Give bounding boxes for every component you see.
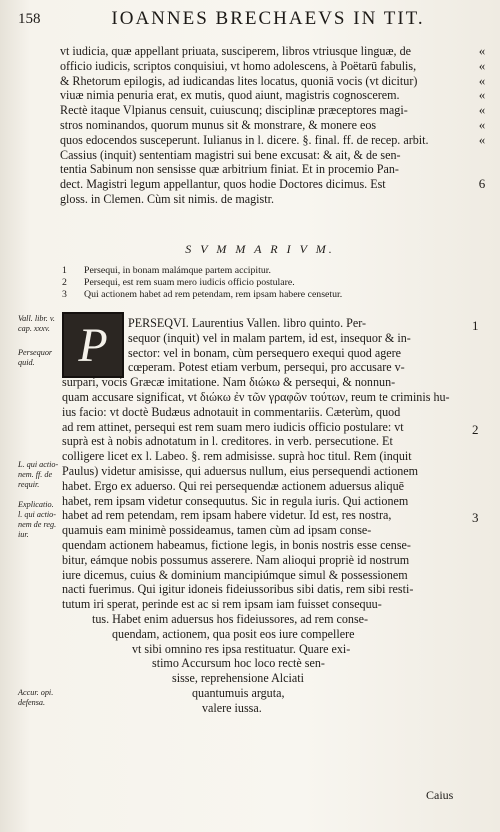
text-line: ius facio: vt doctè Budæus adnotauit in commentariis. Cæterùm, quod [62,404,401,419]
text-line: sisse, reprehensione Alciati [172,671,304,686]
page-header [18,8,478,34]
text-line: vt sibi omnino res ipsa restituatur. Quare exi- [132,641,351,656]
main-paragraph [62,316,458,716]
summary-list [62,265,442,300]
text-line: tus. Habet enim aduersus hos fideiussores, ad rem conse- [92,611,369,626]
opening-paragraph [60,44,458,207]
side-number: 6 [478,176,486,192]
text-line: cœperam. Potest etiam verbum, persequi, pro accusare v- [128,360,405,375]
text-line: habet. Ergo ex aduerso. Qui rei persequendæ actionem aduersus aliquē [62,478,404,493]
quote-mark: « [478,43,486,58]
text-line: valere iussa. [202,700,262,715]
quote-mark: « [478,102,486,118]
text-line: stimo Accursum hoc loco rectè sen- [152,656,325,671]
margin-note-vall: Vall. libr. v. cap. xxxv. [18,314,55,333]
summary-title: S V M M A R I V M. [185,242,335,256]
quote-mark: « [478,57,486,73]
text-line: Rectè itaque Vlpianus censuit, cuiuscunq; disciplinæ præceptores magi- [60,103,408,118]
text-line: viuæ nimia penuria erat, ex mutis, quod aiunt, magistris cognoscerem. [60,88,400,103]
side-number-3: 3 [472,510,479,525]
text-line: tentia Sabinum non sensisse quæ arbitrium finiat. Et in procemio Pan- [60,162,399,177]
text-line: surpari, vocis Græcæ imitatione. Nam διώκω & persequi, & nonnun- [62,375,396,390]
text-line: sector: vel in bonam, cùm persequero exequi quod agere [128,345,402,360]
quote-mark: « [478,87,486,103]
margin-note-accur: Accur. opi. defensa. [18,688,54,707]
text-line: officio iudicis, scriptos conquisiui, vt homo adolescens, à Poëtarū fabulis, [60,58,417,73]
text-line: Paulus) videtur amisisse, qui aduersus nullum, eius persequendi actionem [62,463,419,478]
text-line: PERSEQVI. Laurentius Vallen. libro quinto. Per- [128,316,367,330]
text-line: bitur, eámque nobis possumus asserere. Nam alioqui propriè id nostrum [62,552,410,567]
text-line: ad rem attinet, persequi est rem suam mero iudicis officio postulare: vt [62,419,404,434]
text-line: tutum iri sperat, perinde est ac si rem ipsam iam fuisset consequu- [62,597,382,612]
margin-note-lqui: L. qui actio- nem. ff. de requir. [18,460,59,489]
text-line: dect. Magistri legum appellantur, quos hodie Doctores dicimus. Est [60,177,386,192]
text-line: quendam actionem habeamus, fictione legis, in bonis nostris esse cense- [62,537,411,552]
summary-number: 2 [62,276,67,288]
text-line: quendam, actionem, qua posit eos iure compellere [112,626,355,641]
text-line: colligere licet ex l. Labeo. §. rem admisisse. suprà hoc titul. Rem (inquit [62,449,412,464]
quote-mark [470,162,494,177]
catchword: Caius [426,788,454,802]
summary-text: Persequi, in bonam malámque partem accipitur. [84,265,271,276]
summary-item [62,265,442,277]
margin-note-explicatio: Explicatio. l. qui actio- nem de reg. iur. [18,500,57,539]
quotation-marks-column [470,44,494,207]
text-line: suprà est à nobis adnotatum in l. creditores. in verb. persecutione. Et [62,434,393,449]
text-line: stros nominandos, quorum munus sit & monstrare, & monere eos [60,117,377,132]
text-line: & Rhetorum epilogis, ad iudicandas lites locatus, quoniā vocis (vt dicitur) [60,73,418,88]
text-line: quos edocendos susceperunt. Iulianus in l. dicere. §. final. ff. de recep. arbit. [60,132,429,147]
text-line: nacti fuerimus. Qui igitur idoneis fideiussoribus sibi datis, rem sibi resti- [62,582,414,597]
text-line: habet ad rem petendam, rem ipsam habere videtur. Id est, res nostra, [62,508,392,523]
summary-text: Qui actionem habet ad rem petendam, rem ipsam habere censetur. [84,288,343,300]
text-line: iure dicemus, cuius & dominium mancipiúmque simul & possessionem [62,567,408,582]
summary-number: 1 [62,265,67,276]
text-line: sequor (inquit) vel in malam partem, id est, insequor & in- [128,330,411,345]
text-line: quam accusare significat, vt διώκω ἐν τῶν γραφῶν τούτων, reum te criminis hu- [62,389,450,404]
text-line: Cassius (inquit) sententiam magistri sui bene excusat: & ait, & de sen- [60,147,401,162]
quote-mark [470,148,494,163]
quote-mark [470,192,494,207]
summary-text: Persequi, est rem suam mero iudicis officio postulare. [84,276,295,288]
text-line: vt iudicia, quæ appellant priuata, susciperem, libros vtriusque linguæ, de [60,44,411,58]
side-number-1: 1 [472,318,479,333]
text-line: quantumuis arguta, [192,685,285,700]
text-line: gloss. in Clemen. Cùm sit nimis. de magistr. [60,191,274,206]
quote-mark: « [478,131,486,147]
side-number-2: 2 [472,422,479,437]
text-line: quamuis eam minimè possideamus, tamen cùm ad ipsam conse- [62,523,372,538]
quote-mark: « [478,116,486,132]
text-line: habet, rem ipsam videtur consequutus. Sic in regula iuris. Qui actionem [62,493,409,508]
summary-item [62,289,442,301]
running-head: IOANNES BRECHAEVS IN TIT. [111,8,425,29]
summary-item [62,277,442,289]
quote-mark: « [478,72,486,88]
page-number: 158 [18,11,41,27]
summary-number: 3 [62,288,67,300]
decorated-initial: P [62,312,124,378]
margin-note-persequor: Persequor quid. [18,348,53,367]
